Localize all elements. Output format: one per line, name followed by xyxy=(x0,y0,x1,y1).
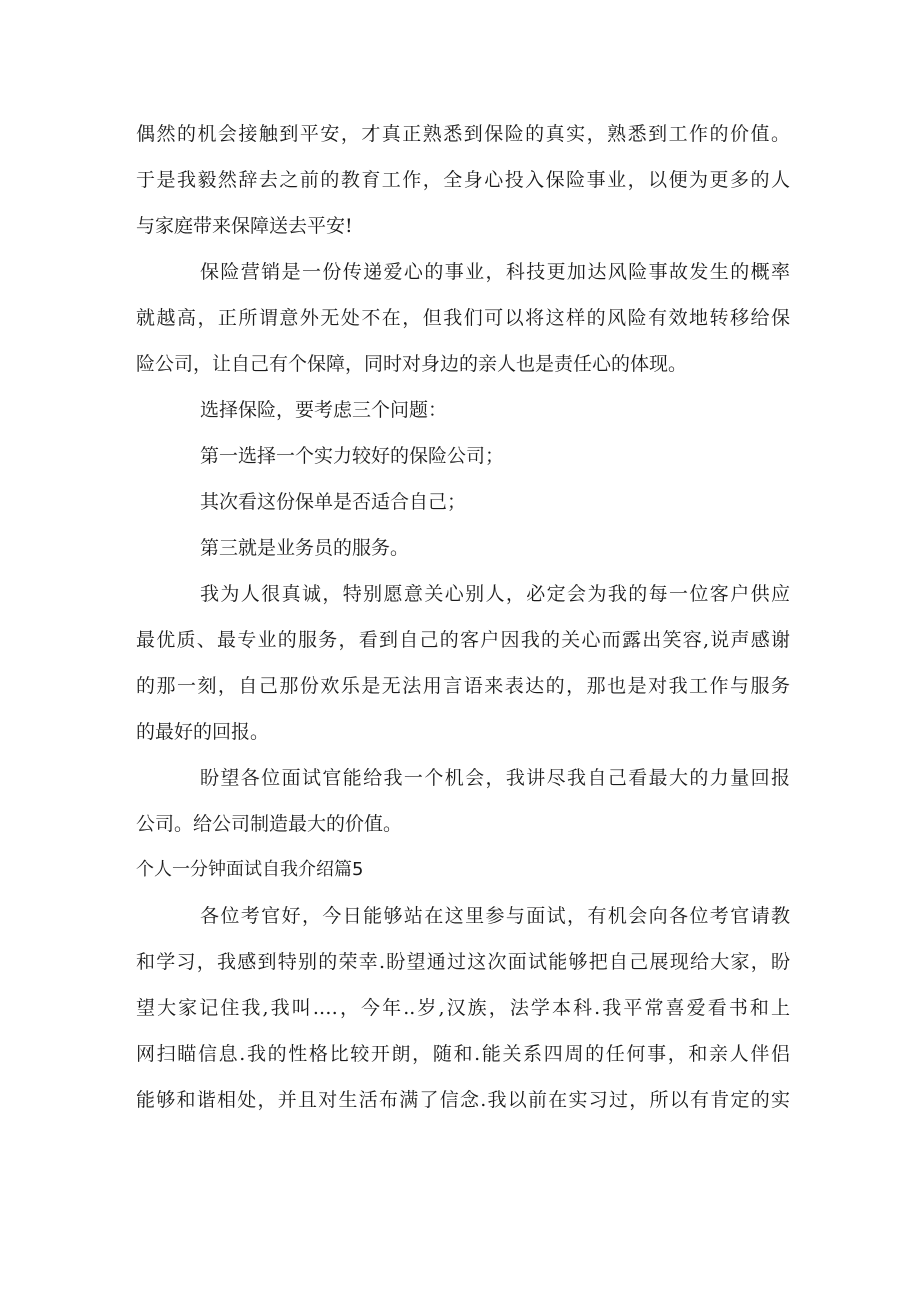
text-line: 各位考官好，今日能够站在这里参与面试，有机会向各位考官请教 xyxy=(200,905,790,927)
text-line: 网扫瞄信息.我的性格比较开朗，随和.能关系四周的任何事，和亲人伴侣 xyxy=(136,1043,790,1065)
text-line: 偶然的机会接触到平安，才真正熟悉到保险的真实，熟悉到工作的价值。 xyxy=(136,123,790,145)
paragraph-third-point: 第三就是业务员的服务。 xyxy=(200,537,410,559)
text-line: 能够和谐相处，并且对生活布满了信念.我以前在实习过，所以有肯定的实 xyxy=(136,1089,790,1111)
text-line: 与家庭带来保障送去平安! xyxy=(136,215,353,237)
section-heading: 个人一分钟面试自我介绍篇5 xyxy=(136,859,364,880)
paragraph-first-point: 第一选择一个实力较好的保险公司； xyxy=(200,445,505,467)
text-line: 我为人很真诚，特别愿意关心别人，必定会为我的每一位客户供应 xyxy=(200,583,790,605)
text-line: 就越高，正所谓意外无处不在，但我们可以将这样的风险有效地转移给保 xyxy=(136,307,790,329)
text-line: 望大家记住我,我叫.…，今年..岁,汉族，法学本科.我平常喜爱看书和上 xyxy=(136,997,790,1019)
text-line: 公司。给公司制造最大的价值。 xyxy=(136,813,403,835)
paragraph-second-point: 其次看这份保单是否适合自己； xyxy=(200,491,467,513)
paragraph-continuation xyxy=(136,111,790,249)
paragraph-choose-insurance: 选择保险，要考虑三个问题： xyxy=(200,399,448,421)
text-line: 盼望各位面试官能给我一个机会，我讲尽我自己看最大的力量回报 xyxy=(200,767,790,789)
text-line: 的那一刻，自己那份欢乐是无法用言语来表达的，那也是对我工作与服务 xyxy=(136,675,790,697)
paragraph-insurance-marketing xyxy=(136,249,790,387)
text-line: 于是我毅然辞去之前的教育工作，全身心投入保险事业，以便为更多的人 xyxy=(136,169,790,191)
text-line: 保险营销是一份传递爱心的事业，科技更加达风险事故发生的概率 xyxy=(200,261,790,283)
paragraph-hope xyxy=(136,755,790,847)
paragraph-sincerity xyxy=(136,571,790,755)
text-line: 最优质、最专业的服务，看到自己的客户因我的关心而露出笑容,说声感谢 xyxy=(136,629,790,651)
document-body xyxy=(136,111,790,1123)
text-line: 的最好的回报。 xyxy=(136,721,270,743)
text-line: 和学习，我感到特别的荣幸.盼望通过这次面试能够把自己展现给大家，盼 xyxy=(136,951,790,973)
paragraph-self-introduction xyxy=(136,893,790,1123)
text-line: 险公司，让自己有个保障，同时对身边的亲人也是责任心的体现。 xyxy=(136,353,688,375)
